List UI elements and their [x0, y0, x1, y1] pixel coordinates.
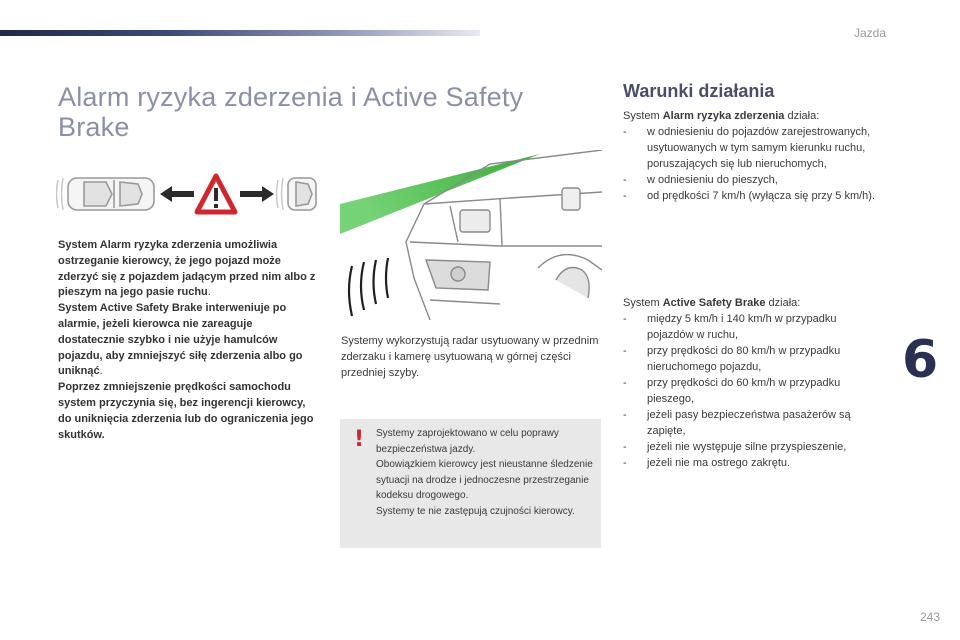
warning-paragraph-1: Systemy zaprojektowano w celu poprawy bezpieczeństwa jazdy.: [376, 428, 559, 455]
list-item: - od prędkości 7 km/h (wyłącza się przy 5 km/h).: [623, 190, 876, 202]
intro-text: System Alarm ryzyka zderzenia umożliwia ostrzeganie kierowcy, że jego pojazd może zderzyć się z pojazdem jadącym przed nim albo z pieszym na jego pasie ruchu. System Active Safety Brake interweniuje po alarmie, jeżeli kierowca nie zareaguje dostatecznie szybko i nie użyje hamulców pojazdu, aby zmniejszyć siłę zderzenia albo go uniknąć. Poprzez zmniejszenie prędkości samochodu system przyczynia się, bez ingerencji kierowcy, do uniknięcia zderzenia lub do ograniczenia jego skutków.: [58, 238, 320, 443]
header-gradient-bar: [0, 30, 480, 36]
system-name: Active Safety Brake: [662, 297, 766, 309]
warning-paragraph-3: Systemy te nie zastępują czujności kierowcy.: [376, 505, 575, 517]
radar-waves-icon: [349, 258, 388, 316]
section-label: Jazda: [853, 26, 886, 40]
list-item: - w odniesieniu do pojazdów zarejestrowanych, usytuowanych w tym samym kierunku ruchu, poruszających się lub nieruchomych,: [623, 126, 871, 170]
car-right-icon: [288, 178, 316, 210]
conditions-block-safety-brake: System Active Safety Brake działa: - między 5 km/h i 140 km/h w przypadku pojazdów w ruchu, - przy prędkości do 80 km/h w przypadku nieruchomego pojazdu, - przy prędkości do 60 km/h w przypadku pieszego, - jeżeli pasy bezpieczeństwa pasażerów są zapięte, - jeżeli nie występuje silne przyspieszenie, - jeżeli nie ma ostrego zakrętu.: [623, 295, 885, 471]
warning-box: [340, 419, 601, 548]
list-item: - jeżeli nie występuje silne przyspieszenie,: [623, 441, 847, 453]
motion-lines-left: [57, 178, 64, 210]
warning-triangle-icon: [197, 176, 235, 212]
car-left-icon: [68, 178, 154, 210]
arrow-left-icon: [160, 186, 194, 202]
page-number: 243: [919, 610, 940, 624]
list-item: - w odniesieniu do pieszych,: [623, 174, 778, 186]
list-item: - między 5 km/h i 140 km/h w przypadku pojazdów w ruchu,: [623, 313, 837, 341]
list-item: - przy prędkości do 60 km/h w przypadku pieszego,: [623, 377, 841, 405]
collision-warning-illustration: [56, 172, 318, 216]
exclamation-icon: !: [354, 427, 365, 452]
warning-paragraph-2: Obowiązkiem kierowcy jest nieustanne śledzenie sytuacji na drodze i jednoczesne przestrzeganie kodeksu drogowego.: [376, 459, 593, 502]
arrow-right-icon: [240, 186, 274, 202]
list-item: - przy prędkości do 80 km/h w przypadku nieruchomego pojazdu,: [623, 345, 841, 373]
page-title: Alarm ryzyka zderzenia i Active Safety Brake: [58, 82, 524, 143]
van-radar-illustration: [340, 150, 602, 320]
conditions-title: Warunki działania: [623, 80, 775, 101]
van-icon: [406, 150, 602, 320]
list-item: - jeżeli pasy bezpieczeństwa pasażerów są zapięte,: [623, 409, 851, 437]
intro-paragraph-3: Poprzez zmniejszenie prędkości samochodu system przyczynia się, bez ingerencji kierowcy, do uniknięcia zderzenia lub do ograniczenia jego skutków.: [58, 381, 314, 441]
intro-paragraph-1: System Alarm ryzyka zderzenia umożliwia ostrzeganie kierowcy, że jego pojazd może zderzyć się z pojazdem jadącym przed nim albo z pieszym na jego pasie ruchu: [58, 239, 316, 299]
chapter-number: 6: [902, 330, 939, 390]
radar-description: Systemy wykorzystują radar usytuowany w przednim zderzaku i kamerę usytuowaną w górnej części przedniej szyby.: [341, 335, 599, 379]
conditions-block-collision-alert: System Alarm ryzyka zderzenia działa: - w odniesieniu do pojazdów zarejestrowanych, usytuowanych w tym samym kierunku ruchu, poruszających się lub nieruchomych, - w odniesieniu do pieszych, - od prędkości 7 km/h (wyłącza się przy 5 km/h).: [623, 108, 885, 204]
list-item: - jeżeli nie ma ostrego zakrętu.: [623, 457, 791, 469]
system-name: Alarm ryzyka zderzenia: [662, 110, 785, 122]
intro-paragraph-2: System Active Safety Brake interweniuje po alarmie, jeżeli kierowca nie zareaguje dostatecznie szybko i nie użyje hamulców pojazdu, aby zmniejszyć siłę zderzenia albo go uniknąć: [58, 302, 303, 378]
motion-lines-right: [277, 178, 284, 210]
